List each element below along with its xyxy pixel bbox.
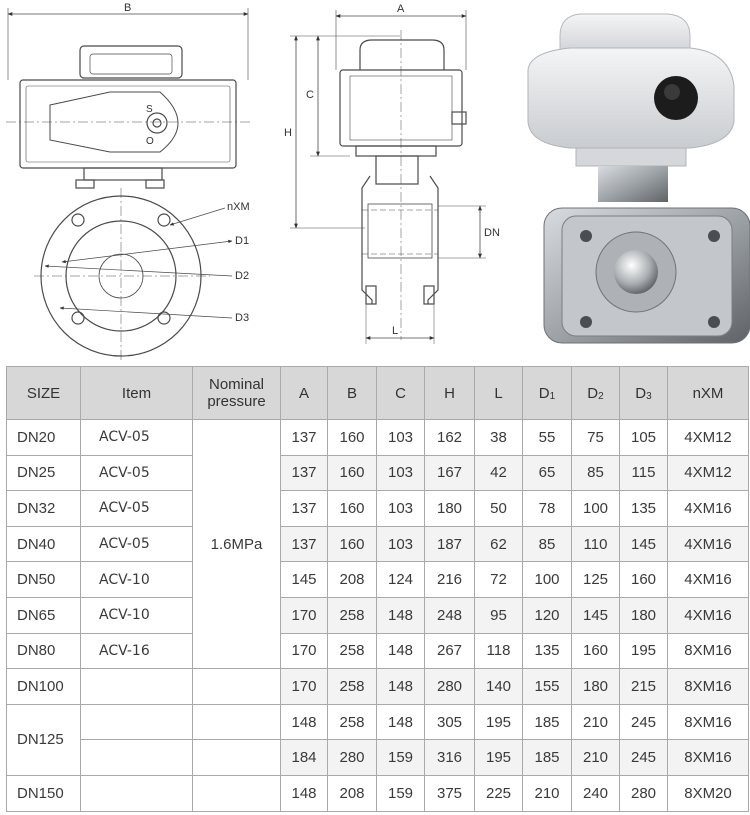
cell-h: 248 — [425, 597, 475, 633]
cell-nxm: 8XM16 — [668, 633, 749, 669]
cell-c: 124 — [377, 562, 425, 598]
cell-d3: 115 — [620, 455, 668, 491]
cell-c: 103 — [377, 420, 425, 456]
cell-nominal-pressure-empty — [193, 775, 281, 811]
cell-c: 159 — [377, 740, 425, 776]
cell-b: 160 — [328, 526, 377, 562]
d2-label: D2 — [235, 270, 250, 282]
open-label: S — [146, 104, 153, 115]
header-c: C — [377, 367, 425, 420]
cell-nominal-pressure: 1.6MPa — [193, 420, 281, 669]
header-d1-sub: 1 — [549, 390, 556, 402]
front-view-drawing — [6, 8, 250, 362]
close-label: O — [146, 136, 154, 147]
cell-d1: 120 — [523, 597, 572, 633]
cell-item: ACV-05 — [81, 491, 193, 527]
cell-nxm: 4XM16 — [668, 597, 749, 633]
cell-d3: 245 — [620, 704, 668, 740]
header-d3-sub: 3 — [646, 390, 652, 402]
table-row — [7, 740, 749, 776]
cell-size: DN25 — [7, 455, 81, 491]
cell-item — [81, 740, 193, 776]
cell-b: 208 — [328, 775, 377, 811]
header-h: H — [425, 367, 475, 420]
cell-b: 280 — [328, 740, 377, 776]
cell-c: 148 — [377, 704, 425, 740]
cell-d1: 185 — [523, 704, 572, 740]
cell-item — [81, 775, 193, 811]
cell-h: 375 — [425, 775, 475, 811]
cell-d1: 155 — [523, 669, 572, 705]
cell-c: 103 — [377, 491, 425, 527]
cell-d1: 185 — [523, 740, 572, 776]
cell-size: DN150 — [7, 775, 81, 811]
cell-d3: 145 — [620, 526, 668, 562]
dim-h-label: H — [284, 127, 292, 139]
cell-h: 316 — [425, 740, 475, 776]
dim-c-label: C — [306, 89, 314, 101]
cell-size: DN80 — [7, 633, 81, 669]
cell-a: 145 — [281, 562, 328, 598]
cell-d3: 105 — [620, 420, 668, 456]
cell-h: 187 — [425, 526, 475, 562]
cell-nxm: 4XM16 — [668, 526, 749, 562]
cell-item — [81, 704, 193, 740]
cell-h: 162 — [425, 420, 475, 456]
cell-h: 280 — [425, 669, 475, 705]
cell-d1: 55 — [523, 420, 572, 456]
cell-a: 137 — [281, 491, 328, 527]
cell-c: 159 — [377, 775, 425, 811]
header-d1 — [523, 367, 572, 420]
table-row — [7, 669, 749, 705]
cell-b: 258 — [328, 597, 377, 633]
cell-nominal-pressure-empty — [193, 740, 281, 776]
cell-size: DN50 — [7, 562, 81, 598]
d3-label: D3 — [235, 312, 250, 324]
cell-size: DN40 — [7, 526, 81, 562]
cell-l: 62 — [475, 526, 523, 562]
cell-l: 38 — [475, 420, 523, 456]
cell-c: 148 — [377, 633, 425, 669]
cell-d3: 135 — [620, 491, 668, 527]
cell-c: 148 — [377, 669, 425, 705]
cell-nxm: 8XM16 — [668, 704, 749, 740]
cell-d2: 180 — [572, 669, 620, 705]
cell-item: ACV-05 — [81, 526, 193, 562]
cell-d1: 100 — [523, 562, 572, 598]
cell-item: ACV-05 — [81, 420, 193, 456]
header-nominal-line2: pressure — [207, 393, 266, 410]
table-body — [7, 420, 749, 812]
table-row — [7, 704, 749, 740]
table-row — [7, 526, 749, 562]
cell-b: 258 — [328, 633, 377, 669]
cell-size: DN125 — [7, 704, 81, 775]
header-size: SIZE — [7, 367, 81, 420]
table-row — [7, 633, 749, 669]
dim-dn-label: DN — [484, 227, 500, 239]
cell-item: ACV-10 — [81, 562, 193, 598]
cell-d2: 240 — [572, 775, 620, 811]
cell-l: 72 — [475, 562, 523, 598]
header-b: B — [328, 367, 377, 420]
cell-d1: 65 — [523, 455, 572, 491]
cell-nominal-pressure-empty — [193, 669, 281, 705]
cell-d2: 160 — [572, 633, 620, 669]
cell-l: 42 — [475, 455, 523, 491]
cell-b: 208 — [328, 562, 377, 598]
cell-c: 148 — [377, 597, 425, 633]
cell-b: 160 — [328, 455, 377, 491]
table-header-row — [7, 367, 749, 420]
cell-size: DN65 — [7, 597, 81, 633]
cell-a: 170 — [281, 633, 328, 669]
header-d3-main: D — [635, 384, 647, 402]
cell-d1: 210 — [523, 775, 572, 811]
cell-h: 216 — [425, 562, 475, 598]
cell-b: 160 — [328, 491, 377, 527]
cell-d3: 180 — [620, 597, 668, 633]
cell-a: 137 — [281, 526, 328, 562]
cell-l: 95 — [475, 597, 523, 633]
technical-drawings — [0, 0, 750, 362]
cell-d2: 210 — [572, 740, 620, 776]
cell-item: ACV-16 — [81, 633, 193, 669]
cell-d1: 135 — [523, 633, 572, 669]
cell-nxm: 8XM16 — [668, 669, 749, 705]
header-nxm: nXM — [668, 367, 749, 420]
cell-l: 195 — [475, 704, 523, 740]
cell-size: DN32 — [7, 491, 81, 527]
cell-a: 148 — [281, 704, 328, 740]
cell-d2: 210 — [572, 704, 620, 740]
dim-b-label: B — [124, 2, 132, 14]
header-d1-main: D — [538, 384, 550, 402]
cell-a: 137 — [281, 420, 328, 456]
cell-l: 195 — [475, 740, 523, 776]
cell-l: 225 — [475, 775, 523, 811]
cell-d2: 110 — [572, 526, 620, 562]
cell-size: DN20 — [7, 420, 81, 456]
header-d3 — [620, 367, 668, 420]
cell-nxm: 4XM16 — [668, 491, 749, 527]
cell-d1: 78 — [523, 491, 572, 527]
cell-d3: 160 — [620, 562, 668, 598]
cell-d2: 85 — [572, 455, 620, 491]
header-a: A — [281, 367, 328, 420]
cell-d2: 75 — [572, 420, 620, 456]
table-row — [7, 597, 749, 633]
header-nominal-line1: Nominal — [208, 376, 265, 393]
cell-h: 180 — [425, 491, 475, 527]
cell-a: 170 — [281, 597, 328, 633]
cell-nxm: 4XM12 — [668, 420, 749, 456]
side-view-drawing — [290, 10, 486, 344]
cell-d3: 195 — [620, 633, 668, 669]
cell-b: 258 — [328, 704, 377, 740]
cell-d2: 145 — [572, 597, 620, 633]
table-row — [7, 491, 749, 527]
table-row — [7, 775, 749, 811]
product-photo — [528, 14, 750, 343]
cell-nxm: 8XM20 — [668, 775, 749, 811]
cell-d2: 125 — [572, 562, 620, 598]
cell-size: DN100 — [7, 669, 81, 705]
cell-item: ACV-10 — [81, 597, 193, 633]
cell-h: 167 — [425, 455, 475, 491]
header-d2-main: D — [587, 384, 599, 402]
cell-d3: 280 — [620, 775, 668, 811]
cell-nxm: 4XM12 — [668, 455, 749, 491]
header-d2-sub: 2 — [598, 390, 604, 402]
cell-d3: 215 — [620, 669, 668, 705]
cell-c: 103 — [377, 455, 425, 491]
cell-nxm: 8XM16 — [668, 740, 749, 776]
cell-nxm: 4XM16 — [668, 562, 749, 598]
d1-label: D1 — [235, 235, 250, 247]
cell-b: 160 — [328, 420, 377, 456]
cell-a: 170 — [281, 669, 328, 705]
cell-a: 137 — [281, 455, 328, 491]
table-row — [7, 420, 749, 456]
cell-a: 148 — [281, 775, 328, 811]
cell-item — [81, 669, 193, 705]
cell-c: 103 — [377, 526, 425, 562]
cell-h: 305 — [425, 704, 475, 740]
dim-a-label: A — [397, 3, 405, 15]
cell-a: 184 — [281, 740, 328, 776]
header-item: Item — [81, 367, 193, 420]
cell-l: 118 — [475, 633, 523, 669]
cell-nominal-pressure-empty — [193, 704, 281, 740]
cell-l: 140 — [475, 669, 523, 705]
cell-d2: 100 — [572, 491, 620, 527]
header-l: L — [475, 367, 523, 420]
cell-h: 267 — [425, 633, 475, 669]
table-row — [7, 455, 749, 491]
header-nominal-pressure — [193, 367, 281, 420]
cell-d1: 85 — [523, 526, 572, 562]
spec-table — [6, 366, 749, 812]
cell-b: 258 — [328, 669, 377, 705]
nxm-label: nXM — [227, 201, 250, 213]
table-row — [7, 562, 749, 598]
cell-d3: 245 — [620, 740, 668, 776]
cell-item: ACV-05 — [81, 455, 193, 491]
cell-l: 50 — [475, 491, 523, 527]
dim-l-label: L — [392, 325, 399, 337]
header-d2 — [572, 367, 620, 420]
